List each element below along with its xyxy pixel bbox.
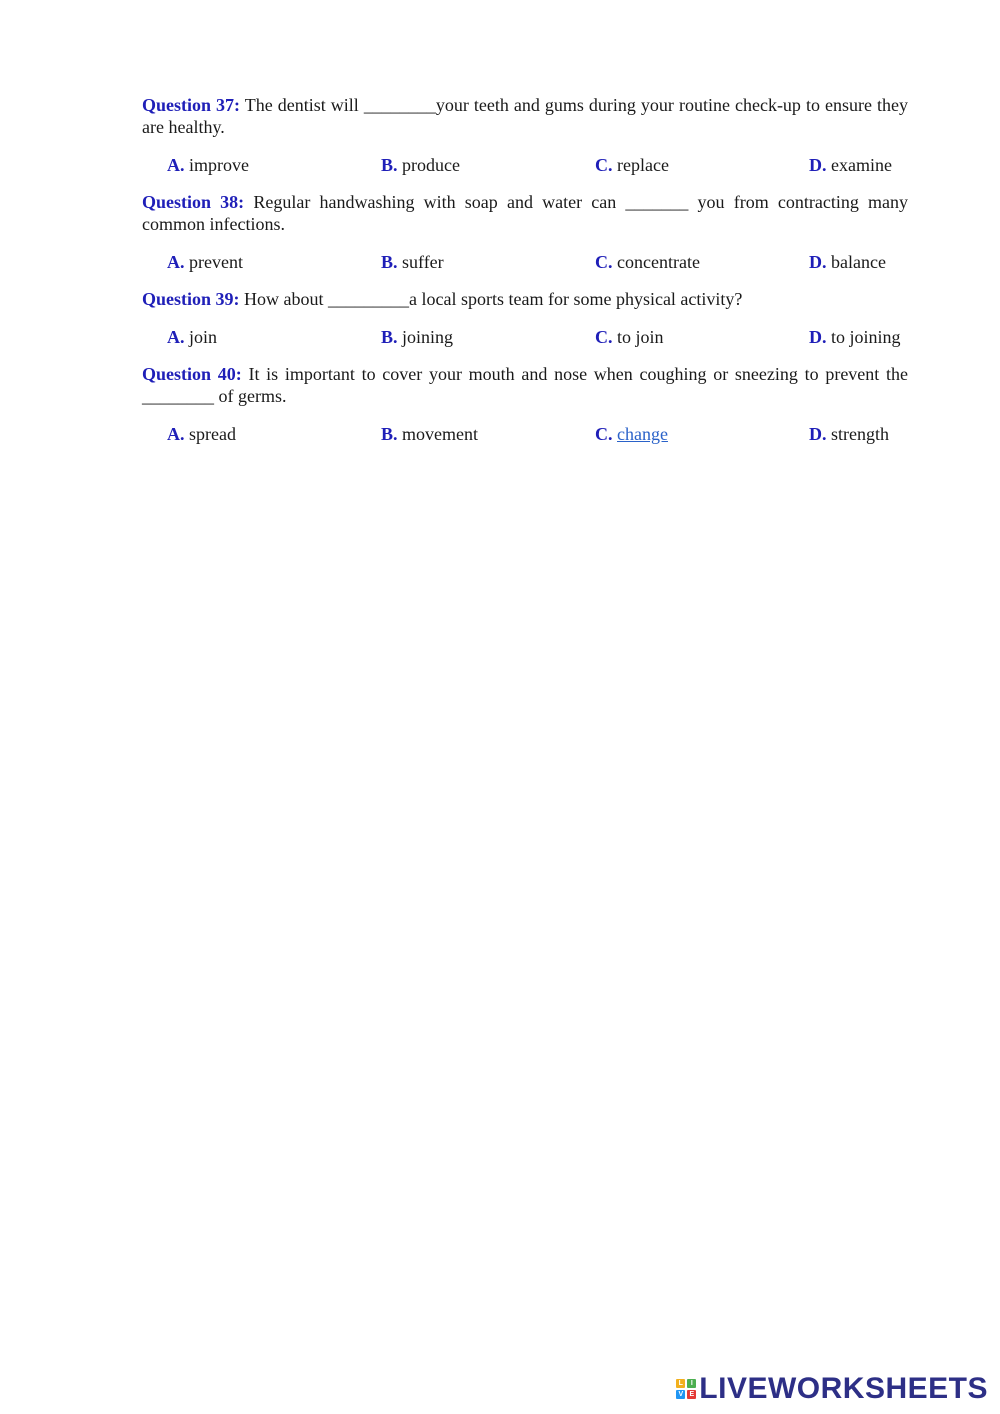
option-text: concentrate (612, 252, 700, 272)
option-letter: B. (381, 327, 398, 347)
option-d[interactable] (809, 423, 889, 445)
question-37 (142, 94, 908, 138)
option-c[interactable] (595, 154, 809, 176)
option-text: produce (397, 155, 460, 175)
option-c[interactable] (595, 326, 809, 348)
question-38 (142, 191, 908, 235)
option-text: to join (612, 327, 664, 347)
answer-options (167, 423, 908, 445)
option-letter: D. (809, 424, 827, 444)
option-a[interactable] (167, 326, 381, 348)
logo-mark-tile: E (687, 1390, 696, 1399)
question-39 (142, 288, 908, 310)
option-a[interactable] (167, 251, 381, 273)
option-letter: C. (595, 155, 613, 175)
option-c[interactable] (595, 423, 809, 445)
option-letter: A. (167, 424, 185, 444)
option-text: examine (826, 155, 892, 175)
option-d[interactable] (809, 326, 901, 348)
option-d[interactable] (809, 251, 886, 273)
option-letter: D. (809, 155, 827, 175)
option-text: spread (184, 424, 236, 444)
option-letter: C. (595, 424, 613, 444)
option-text: suffer (397, 252, 444, 272)
option-letter: D. (809, 327, 827, 347)
option-text: join (184, 327, 218, 347)
option-letter: C. (595, 327, 613, 347)
answer-options (167, 251, 908, 273)
question-40 (142, 363, 908, 407)
logo-mark-tile: L (676, 1379, 685, 1388)
option-text: prevent (184, 252, 243, 272)
option-text: strength (826, 424, 889, 444)
option-letter: A. (167, 252, 185, 272)
option-b[interactable] (381, 326, 595, 348)
question-label: Question 38: (142, 192, 245, 212)
question-text: Regular handwashing with soap and water can _______ you from contracting many common infections. (142, 192, 908, 234)
logo-mark-icon (676, 1379, 696, 1399)
option-a[interactable] (167, 154, 381, 176)
option-a[interactable] (167, 423, 381, 445)
option-letter: B. (381, 424, 398, 444)
option-letter: B. (381, 252, 398, 272)
option-text: movement (397, 424, 478, 444)
answer-options (167, 326, 908, 348)
option-text: improve (184, 155, 249, 175)
option-b[interactable] (381, 423, 595, 445)
question-text: How about _________a local sports team for some physical activity? (239, 289, 743, 309)
question-label: Question 37: (142, 95, 241, 115)
option-d[interactable] (809, 154, 892, 176)
logo-mark-tile: V (676, 1390, 685, 1399)
option-b[interactable] (381, 251, 595, 273)
question-text: It is important to cover your mouth and nose when coughing or sneezing to prevent the ________ of germs. (142, 364, 908, 406)
worksheet-page (142, 94, 908, 460)
liveworksheets-logo (676, 1372, 988, 1406)
option-text: to joining (826, 327, 901, 347)
option-letter: D. (809, 252, 827, 272)
option-letter: A. (167, 155, 185, 175)
option-b[interactable] (381, 154, 595, 176)
option-letter: B. (381, 155, 398, 175)
logo-mark-tile: I (687, 1379, 696, 1388)
option-letter: C. (595, 252, 613, 272)
option-c[interactable] (595, 251, 809, 273)
question-label: Question 39: (142, 289, 240, 309)
option-text: joining (397, 327, 454, 347)
option-text: replace (612, 155, 669, 175)
answer-options (167, 154, 908, 176)
question-label: Question 40: (142, 364, 242, 384)
option-letter: A. (167, 327, 185, 347)
option-link[interactable]: change (617, 424, 668, 444)
logo-text: LIVEWORKSHEETS (699, 1372, 988, 1405)
question-text: The dentist will ________your teeth and gums during your routine check-up to ensure they are healthy. (142, 95, 908, 137)
option-text: balance (826, 252, 886, 272)
